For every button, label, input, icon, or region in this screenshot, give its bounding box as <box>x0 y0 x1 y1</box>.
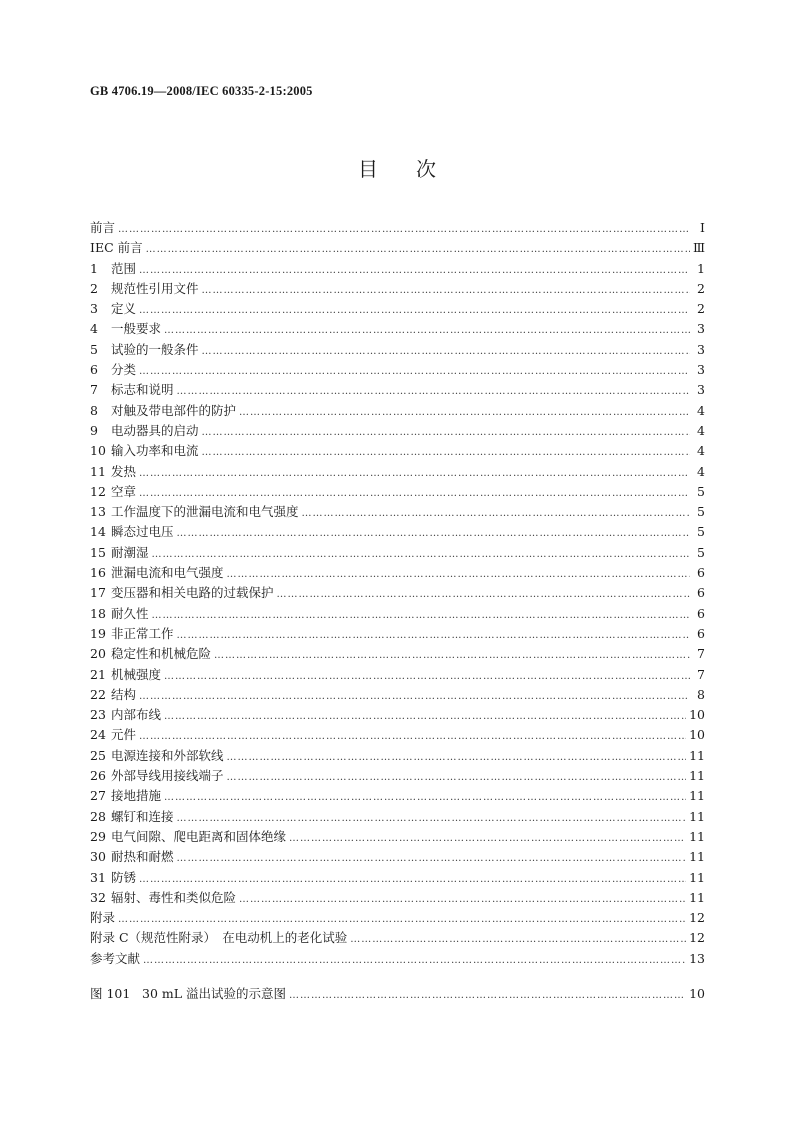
toc-entry-title: 非正常工作 <box>111 625 174 641</box>
toc-entry-title: 标志和说明 <box>111 382 174 398</box>
toc-entry-page: 6 <box>697 565 705 581</box>
toc-entry-title: 工作温度下的泄漏电流和电气强度 <box>111 504 299 520</box>
toc-entry-page: 6 <box>697 585 705 601</box>
toc-entry-number: 15 <box>90 544 106 560</box>
dot-leader <box>139 727 686 747</box>
toc-entry-number: 29 <box>90 828 106 844</box>
dot-leader <box>289 986 686 1006</box>
dot-leader <box>164 707 686 727</box>
dot-leader <box>227 565 690 585</box>
toc-entry-number: 11 <box>90 463 106 479</box>
toc-entry-title: 发热 <box>111 463 137 479</box>
dot-leader <box>302 504 690 524</box>
toc-entry[interactable] <box>90 888 705 908</box>
dot-leader <box>139 261 690 281</box>
dot-leader <box>202 443 690 463</box>
dot-leader <box>239 403 690 423</box>
toc-entry-title: 结构 <box>111 686 137 702</box>
toc-entry-page: 6 <box>697 625 705 641</box>
toc-entry-page: 11 <box>689 849 705 865</box>
table-of-contents <box>90 218 705 969</box>
toc-entry[interactable] <box>90 380 705 400</box>
dot-leader <box>139 484 690 504</box>
toc-entry-title: 元件 <box>111 727 137 743</box>
toc-entry[interactable] <box>90 340 705 360</box>
toc-entry-number: 8 <box>90 402 98 418</box>
toc-entry-page: 2 <box>697 280 705 296</box>
toc-entry-title: 耐热和耐燃 <box>111 849 174 865</box>
dot-leader <box>177 382 690 402</box>
dot-leader <box>289 829 686 849</box>
dot-leader <box>143 951 686 971</box>
toc-entry-number: 28 <box>90 808 106 824</box>
toc-entry-page: 1 <box>697 260 705 276</box>
toc-entry-page: 7 <box>697 646 705 662</box>
toc-entry-number: 32 <box>90 889 106 905</box>
dot-leader <box>139 301 690 321</box>
dot-leader <box>164 321 690 341</box>
dot-leader <box>139 687 690 707</box>
toc-entry-title: 瞬态过电压 <box>111 524 174 540</box>
toc-entry-title: 空章 <box>111 483 137 499</box>
dot-leader <box>139 870 686 890</box>
dot-leader <box>227 768 687 788</box>
figure-entry-page: 10 <box>689 986 705 1001</box>
toc-entry-number: 20 <box>90 646 106 662</box>
toc-entry-page: 11 <box>689 747 705 763</box>
dot-leader <box>164 788 686 808</box>
toc-entry[interactable] <box>90 624 705 644</box>
toc-entry-page: 11 <box>689 869 705 885</box>
toc-entry-title: 接地措施 <box>111 788 162 804</box>
toc-entry-title: 对触及带电部件的防护 <box>111 402 237 418</box>
toc-entry[interactable] <box>90 746 705 766</box>
toc-entry[interactable] <box>90 827 705 847</box>
toc-entry-title: 辐射、毒性和类似危险 <box>111 889 237 905</box>
page-title: 目次 <box>358 157 474 181</box>
toc-entry-title: 输入功率和电流 <box>111 443 199 459</box>
toc-entry-page: 5 <box>697 524 705 540</box>
toc-entry-title: 内部布线 <box>111 707 162 723</box>
toc-entry[interactable] <box>90 482 705 502</box>
toc-entry-number: 14 <box>90 524 106 540</box>
toc-entry[interactable] <box>90 786 705 806</box>
toc-entry-title: 耐久性 <box>111 605 149 621</box>
toc-entry-number: 21 <box>90 666 106 682</box>
figure-entry-title: 30 mL 溢出试验的示意图 <box>142 986 287 1001</box>
dot-leader <box>164 667 690 687</box>
toc-entry[interactable] <box>90 563 705 583</box>
document-header: GB 4706.19—2008/IEC 60335-2-15:2005 <box>90 84 313 98</box>
toc-entry-number: 19 <box>90 625 106 641</box>
toc-entry[interactable] <box>90 238 705 258</box>
toc-entry-page: 11 <box>689 828 705 844</box>
toc-entry-number: 30 <box>90 849 106 865</box>
dot-leader <box>152 606 690 626</box>
dot-leader <box>227 748 687 768</box>
toc-entry-page: 13 <box>689 950 705 966</box>
toc-entry-number: 12 <box>90 483 106 499</box>
toc-entry-page: 8 <box>697 686 705 702</box>
toc-entry[interactable] <box>90 766 705 786</box>
toc-entry-number: 31 <box>90 869 106 885</box>
toc-entry[interactable] <box>90 462 705 482</box>
toc-entry[interactable] <box>90 949 705 969</box>
toc-entry[interactable] <box>90 543 705 563</box>
toc-entry[interactable] <box>90 522 705 542</box>
toc-entry-number: 10 <box>90 443 106 459</box>
toc-entry-page: 11 <box>689 808 705 824</box>
toc-entry-title: 泄漏电流和电气强度 <box>111 565 224 581</box>
toc-entry-page: 4 <box>697 422 705 438</box>
toc-entry-number: 3 <box>90 301 98 317</box>
toc-entry-page: 4 <box>697 402 705 418</box>
dot-leader <box>277 585 690 605</box>
dot-leader <box>202 342 690 362</box>
toc-entry-page: 3 <box>697 341 705 357</box>
toc-entry-number: 26 <box>90 768 106 784</box>
toc-entry[interactable] <box>90 705 705 725</box>
toc-entry[interactable] <box>90 259 705 279</box>
toc-entry[interactable] <box>90 807 705 827</box>
toc-entry-page: 5 <box>697 483 705 499</box>
toc-entry-title: 电气间隙、爬电距离和固体绝缘 <box>111 828 287 844</box>
dot-leader <box>202 423 690 443</box>
dot-leader <box>177 809 687 829</box>
toc-entry-title: 一般要求 <box>111 321 162 337</box>
toc-entry-number: 5 <box>90 341 98 357</box>
toc-entry[interactable] <box>90 583 705 603</box>
toc-entry-page: 2 <box>697 301 705 317</box>
toc-entry-number: 6 <box>90 362 98 378</box>
toc-entry-number: 27 <box>90 788 106 804</box>
toc-entry-title: 附录 <box>90 910 116 926</box>
toc-entry-title: 附录 C（规范性附录） 在电动机上的老化试验 <box>90 930 348 946</box>
dot-leader <box>118 910 686 930</box>
toc-entry[interactable] <box>90 441 705 461</box>
toc-entry-number: 16 <box>90 565 106 581</box>
toc-entry-title: 螺钉和连接 <box>111 808 174 824</box>
toc-entry-title: 机械强度 <box>111 666 162 682</box>
toc-entry[interactable] <box>90 928 705 948</box>
toc-entry[interactable] <box>90 847 705 867</box>
toc-entry-page: Ⅲ <box>692 240 705 256</box>
toc-entry-number: 7 <box>90 382 98 398</box>
toc-entry[interactable] <box>90 868 705 888</box>
toc-entry-title: 定义 <box>111 301 137 317</box>
toc-entry[interactable] <box>90 319 705 339</box>
toc-entry[interactable] <box>90 644 705 664</box>
toc-entry-title: IEC 前言 <box>90 240 143 256</box>
toc-entry[interactable] <box>90 604 705 624</box>
toc-entry-title: 试验的一般条件 <box>111 341 199 357</box>
toc-entry[interactable] <box>90 502 705 522</box>
toc-entry-number: 2 <box>90 280 98 296</box>
figure-entry[interactable] <box>90 984 705 1004</box>
toc-entry[interactable] <box>90 360 705 380</box>
toc-entry[interactable] <box>90 401 705 421</box>
toc-entry-title: 稳定性和机械危险 <box>111 646 212 662</box>
toc-entry-page: 5 <box>697 504 705 520</box>
toc-entry-number: 13 <box>90 504 106 520</box>
toc-entry[interactable] <box>90 218 705 238</box>
toc-entry-number: 17 <box>90 585 106 601</box>
dot-leader <box>177 626 690 646</box>
toc-entry-page: 12 <box>689 910 705 926</box>
dot-leader <box>177 524 690 544</box>
toc-entry-title: 防锈 <box>111 869 137 885</box>
toc-entry[interactable] <box>90 685 705 705</box>
toc-entry-title: 前言 <box>90 220 116 235</box>
dot-leader <box>214 646 690 666</box>
toc-entry-page: 10 <box>689 707 705 723</box>
toc-entry-title: 电源连接和外部软线 <box>111 747 224 763</box>
dot-leader <box>146 240 690 260</box>
toc-entry-page: 4 <box>697 443 705 459</box>
dot-leader <box>177 849 687 869</box>
dot-leader <box>350 930 686 950</box>
figure-entry-label: 图 101 <box>90 986 131 1001</box>
toc-entry-number: 9 <box>90 422 98 438</box>
toc-entry-title: 变压器和相关电路的过载保护 <box>111 585 274 601</box>
toc-entry-number: 1 <box>90 260 98 276</box>
toc-entry-title: 耐潮湿 <box>111 544 149 560</box>
toc-entry-title: 外部导线用接线端子 <box>111 768 224 784</box>
toc-entry-title: 电动器具的启动 <box>111 422 199 438</box>
toc-entry-title: 分类 <box>111 362 137 378</box>
toc-entry-number: 25 <box>90 747 106 763</box>
figure-list <box>90 984 705 1004</box>
toc-entry-page: 6 <box>697 605 705 621</box>
toc-entry-title: 参考文献 <box>90 950 141 966</box>
toc-entry-page: 3 <box>697 321 705 337</box>
dot-leader <box>239 890 686 910</box>
toc-entry[interactable] <box>90 279 705 299</box>
toc-entry-number: 18 <box>90 605 106 621</box>
toc-entry-page: 10 <box>689 727 705 743</box>
toc-entry-page: 4 <box>697 463 705 479</box>
toc-entry-title: 范围 <box>111 260 137 276</box>
toc-entry-page: 3 <box>697 382 705 398</box>
toc-entry-page: 7 <box>697 666 705 682</box>
toc-entry[interactable] <box>90 908 705 928</box>
toc-entry-page: Ⅰ <box>700 220 705 235</box>
dot-leader <box>202 281 690 301</box>
toc-entry-page: 5 <box>697 544 705 560</box>
dot-leader <box>139 464 690 484</box>
toc-entry-title: 规范性引用文件 <box>111 280 199 296</box>
toc-entry[interactable] <box>90 665 705 685</box>
toc-entry-page: 3 <box>697 362 705 378</box>
toc-entry[interactable] <box>90 299 705 319</box>
toc-entry-number: 22 <box>90 686 106 702</box>
dot-leader <box>139 362 690 382</box>
dot-leader <box>118 220 690 240</box>
toc-entry-page: 11 <box>689 788 705 804</box>
toc-entry-number: 23 <box>90 707 106 723</box>
toc-entry-page: 11 <box>689 768 705 784</box>
dot-leader <box>152 545 690 565</box>
toc-entry-page: 11 <box>689 889 705 905</box>
toc-entry-number: 4 <box>90 321 98 337</box>
toc-entry[interactable] <box>90 725 705 745</box>
toc-entry-number: 24 <box>90 727 106 743</box>
toc-entry[interactable] <box>90 421 705 441</box>
toc-entry-page: 12 <box>689 930 705 946</box>
